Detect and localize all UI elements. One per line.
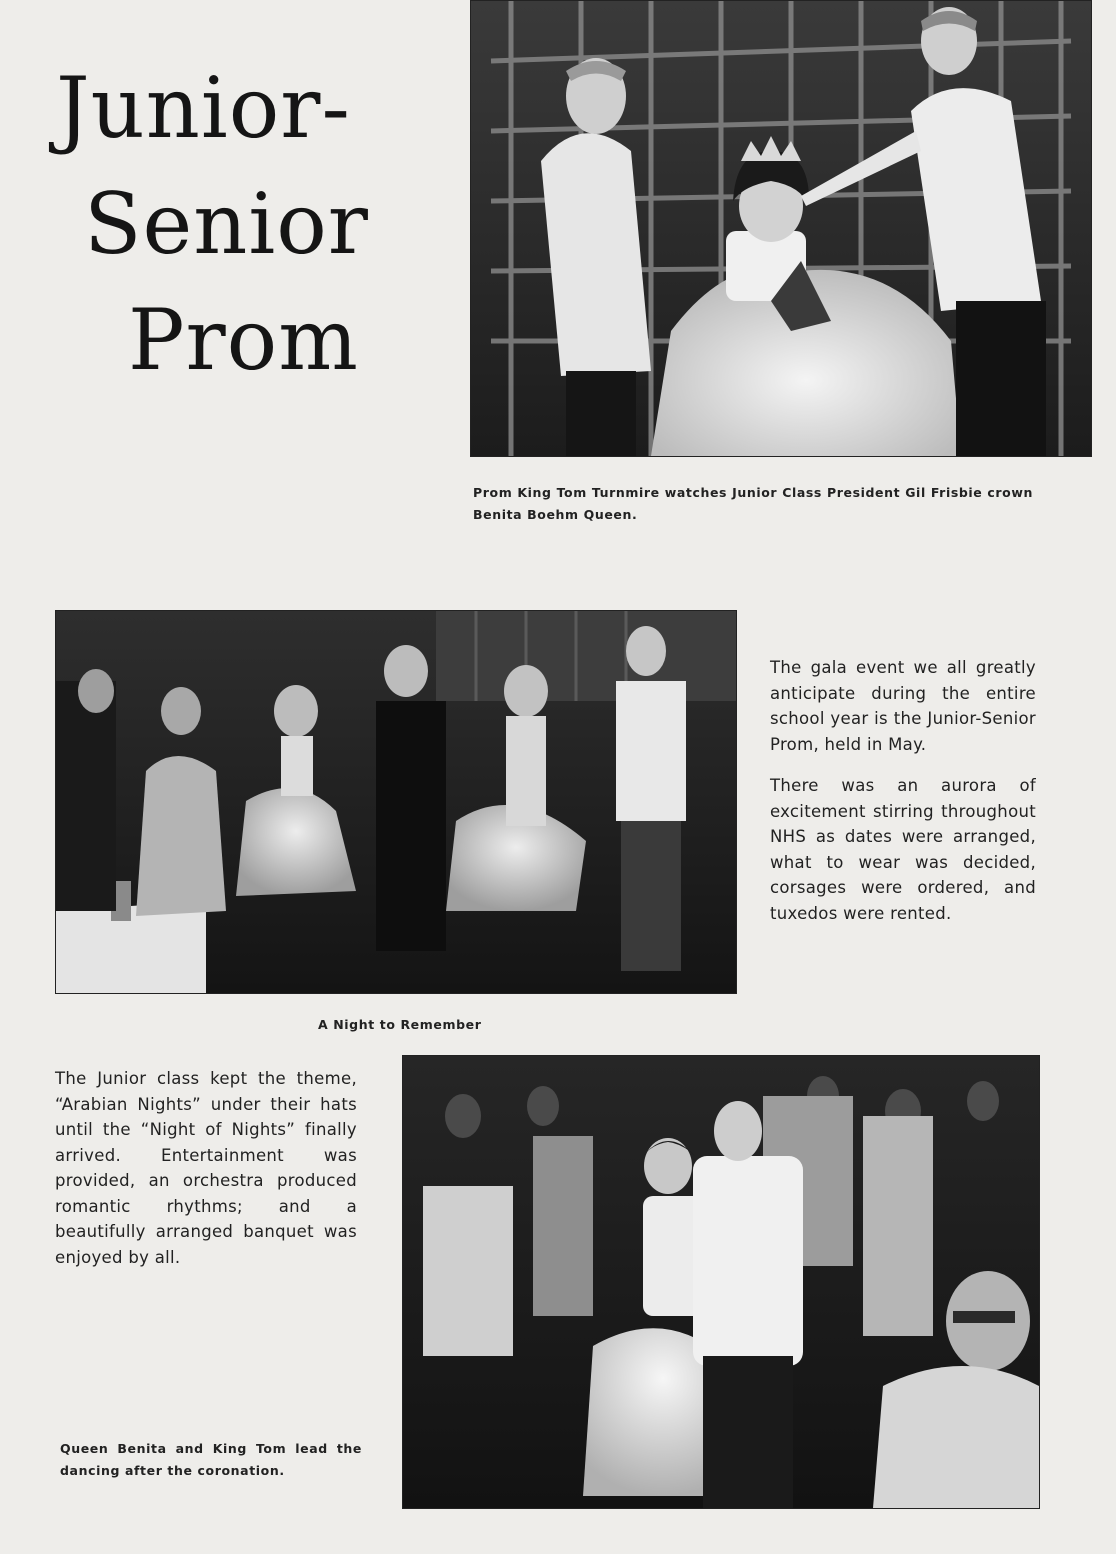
royal-dance-photo (402, 1055, 1040, 1509)
theme-paragraph: The Junior class kept the theme, “Arabian Nights” under their hats until the “Night of Nights” finally arrived. Entertainment was provided, an orchestra produced romantic rhythms; and a beautifully arranged banquet was enjoyed by all. (55, 1069, 357, 1267)
dancing-photo (55, 610, 737, 994)
title-line-2: Senior (84, 175, 369, 273)
gala-paragraph-1: The gala event we all greatly anticipate during the entire school year is the Junior-Senior Prom, held in May. (770, 658, 1036, 754)
theme-text (55, 1066, 357, 1286)
dancing-caption: A Night to Remember (318, 1017, 482, 1032)
royal-caption: Queen Benita and King Tom lead the dancing after the coronation. (60, 1441, 362, 1478)
title-line-3: Prom (128, 291, 359, 389)
crowning-photo (470, 0, 1092, 457)
title-line-1: Junior- (56, 59, 351, 157)
page-title (56, 50, 456, 398)
gala-paragraph-2: There was an aurora of excitement stirring throughout NHS as dates were arranged, what to wear was decided, corsages were ordered, and tuxedos were rented. (770, 776, 1036, 923)
crowning-caption: Prom King Tom Turnmire watches Junior Class President Gil Frisbie crown Benita Boehm Queen. (473, 485, 1033, 522)
gala-text (770, 655, 1036, 942)
